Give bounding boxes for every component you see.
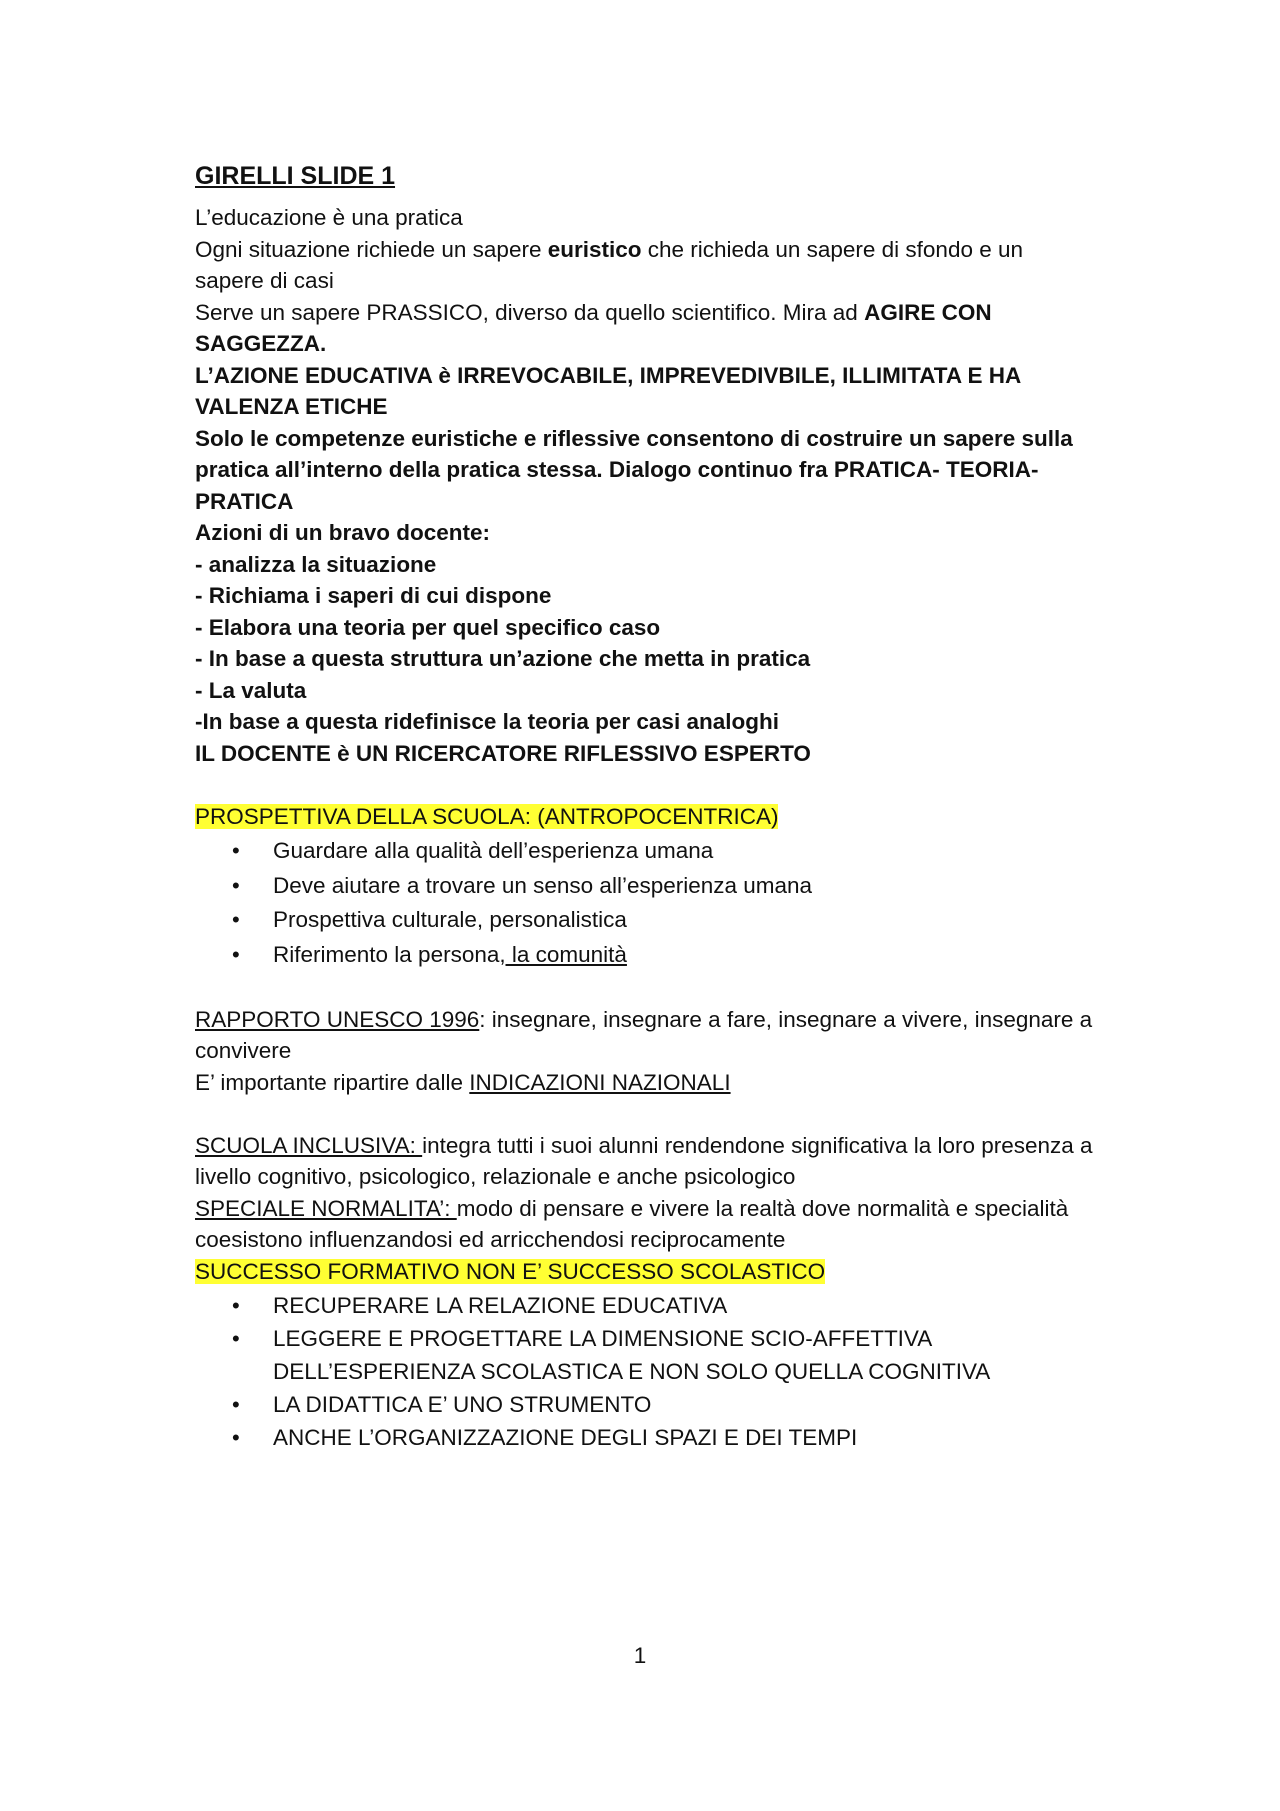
- bold-term-euristico: euristico: [547, 236, 642, 262]
- azioni-item: -In base a questa ridefinisce la teoria per casi analoghi: [195, 709, 779, 734]
- competenze-line: Solo le competenze euristiche e riflessive consentono di costruire un sapere sulla pratica all’interno della pratica stessa. Dialogo continuo fra PRATICA- TEORIA-PRATICA: [195, 425, 1073, 514]
- list-item: [195, 903, 1095, 938]
- list-item: [195, 938, 1095, 973]
- list-item-text: Riferimento la persona: [273, 941, 500, 967]
- indicazioni-line: [195, 1067, 1095, 1099]
- azioni-item: - Richiama i saperi di cui dispone: [195, 583, 552, 608]
- list-item-text: Deve aiutare a trovare un senso all’esperienza umana: [273, 872, 813, 898]
- azioni-item: - analizza la situazione: [195, 551, 437, 577]
- azioni-item: - In base a questa struttura un’azione che metta in pratica: [195, 646, 811, 671]
- page-content: [195, 160, 1095, 1454]
- spacer: [195, 769, 1095, 801]
- bold-term-agire: AGIRE CON SAGGEZZA.: [195, 299, 992, 356]
- prospettiva-list: [195, 834, 1095, 972]
- bullet-icon: •: [232, 838, 240, 863]
- unesco-label: RAPPORTO UNESCO 1996: [195, 1006, 480, 1032]
- list-item: [195, 869, 1095, 904]
- list-item: [195, 1289, 1095, 1322]
- list-item-text: Guardare alla qualità dell’esperienza umana: [273, 838, 714, 863]
- inclusiva-text: integra tutti i suoi alunni rendendone significativa la loro presenza a livello cognitivo, psicologico, relazionale e anche psicologico: [195, 1132, 1093, 1189]
- list-item-text: LEGGERE E PROGETTARE LA DIMENSIONE SCIO-AFFETTIVA DELL’ESPERIENZA SCOLASTICA E NON SOLO QUELLA COGNITIVA: [273, 1326, 991, 1384]
- list-item: [195, 1421, 1095, 1454]
- page-number: 1: [633, 1643, 647, 1668]
- bullet-icon: •: [232, 1326, 240, 1351]
- bullet-icon: •: [232, 872, 240, 898]
- bullet-icon: •: [232, 1293, 240, 1318]
- intro-line-3: [195, 297, 1095, 360]
- bullet-icon: •: [232, 941, 240, 967]
- page-title: GIRELLI SLIDE 1: [195, 162, 396, 190]
- spacer: [195, 1098, 1095, 1130]
- unesco-line: [195, 1004, 1095, 1067]
- list-item: [195, 1388, 1095, 1421]
- list-item-text: Prospettiva culturale, personalistica: [273, 907, 627, 932]
- azioni-conclusion: IL DOCENTE è UN RICERCATORE RIFLESSIVO ESPERTO: [195, 740, 811, 766]
- highlighted-heading: PROSPETTIVA DELLA SCUOLA: (ANTROPOCENTRICA): [195, 803, 779, 829]
- normalita-text: modo di pensare e vivere la realtà dove normalità e specialità coesistono influenzandosi ed arricchendosi reciprocamente: [195, 1195, 1069, 1252]
- azioni-list: [195, 549, 1095, 770]
- intro-text: Serve un sapere PRASSICO, diverso da quello scientifico. Mira ad: [195, 299, 865, 325]
- bullet-icon: •: [232, 1392, 240, 1417]
- inclusiva-line: [195, 1130, 1095, 1193]
- indicazioni-label: INDICAZIONI NAZIONALI: [469, 1069, 731, 1095]
- bullet-icon: •: [232, 907, 240, 932]
- unesco-text: : insegnare, insegnare a fare, insegnare a vivere, insegnare a convivere: [195, 1006, 1093, 1063]
- successo-list: [195, 1289, 1095, 1454]
- normalita-line: [195, 1193, 1095, 1256]
- spacer: [195, 972, 1095, 1004]
- indicazioni-text: E’ importante ripartire dalle: [195, 1069, 470, 1095]
- azioni-item: - La valuta: [195, 677, 307, 703]
- azioni-item: - Elabora una teoria per quel specifico caso: [195, 614, 661, 640]
- intro-line-1: L’educazione è una pratica: [195, 205, 463, 230]
- inclusiva-label: SCUOLA INCLUSIVA:: [195, 1132, 423, 1158]
- list-item-text: RECUPERARE LA RELAZIONE EDUCATIVA: [273, 1293, 728, 1318]
- intro-line-2: [195, 234, 1095, 297]
- azioni-heading: Azioni di un bravo docente:: [195, 520, 491, 545]
- highlighted-heading: SUCCESSO FORMATIVO NON E’ SUCCESSO SCOLASTICO: [195, 1258, 826, 1284]
- azione-educativa-line: L’AZIONE EDUCATIVA è IRREVOCABILE, IMPREVEDIVBILE, ILLIMITATA E HA VALENZA ETICHE: [195, 362, 1021, 419]
- list-item-text: ANCHE L’ORGANIZZAZIONE DEGLI SPAZI E DEI TEMPI: [273, 1425, 858, 1450]
- intro-text: che richieda un sapere di sfondo e un sapere di casi: [195, 236, 1024, 293]
- list-item: [195, 1322, 1095, 1388]
- normalita-label: SPECIALE NORMALITA’:: [195, 1195, 457, 1221]
- intro-text: Ogni situazione richiede un sapere: [195, 236, 548, 262]
- successo-heading: [195, 1256, 1095, 1288]
- prospettiva-heading: [195, 801, 1095, 833]
- list-item-text: LA DIDATTICA E’ UNO STRUMENTO: [273, 1392, 652, 1417]
- underlined-text: , la comunità: [499, 941, 627, 967]
- list-item: [195, 834, 1095, 869]
- bullet-icon: •: [232, 1425, 240, 1450]
